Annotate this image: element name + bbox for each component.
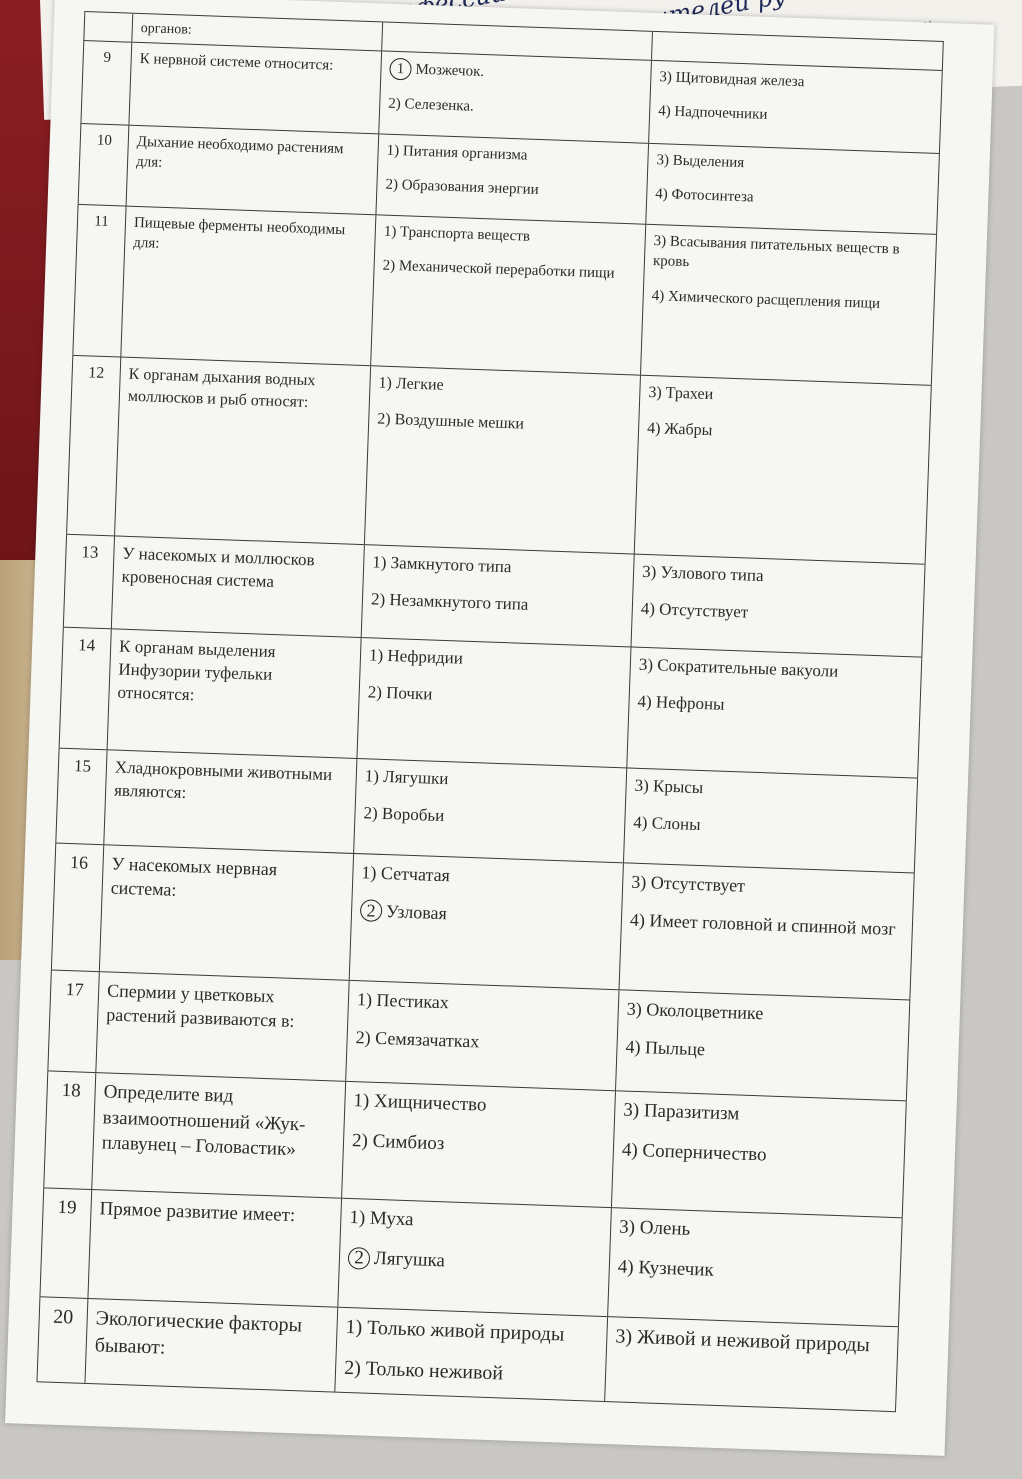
question-text: К органам дыхания водных моллюсков и рыб относят: [114, 358, 370, 545]
question-text: Дыхание необходимо растениям для: [126, 126, 379, 215]
question-text: У насекомых нервная система: [99, 845, 353, 980]
answer-option [364, 765, 618, 797]
answer-options-3-4 [615, 990, 910, 1100]
answer-option-text: 1) Транспорта веществ [383, 223, 531, 245]
question-number: 10 [78, 124, 129, 206]
answer-option [344, 1355, 598, 1391]
answer-option [631, 870, 906, 904]
answer-option-text: 1) Хищничество [353, 1090, 487, 1116]
answer-option-text: 1) Питания организма [386, 142, 528, 164]
question-text: Пищевые ферменты необходимы для: [120, 207, 375, 366]
answer-option-text: 1) Пестиках [356, 989, 450, 1013]
answer-option-text: 4) Пыльце [625, 1036, 706, 1060]
answer-option [353, 1088, 607, 1122]
answer-option-text: 1) Только живой природы [345, 1315, 565, 1346]
answer-option-text: 3) Околоцветнике [626, 998, 764, 1024]
answer-option [660, 52, 934, 62]
circled-answer-mark: 1 [389, 58, 412, 81]
answer-options-1-2 [361, 545, 634, 646]
answer-option [648, 382, 923, 413]
answer-options-1-2 [341, 1082, 615, 1207]
answer-option-text: Узловая [385, 901, 448, 924]
answer-options-3-4 [648, 61, 943, 153]
answer-option-text: Мозжечок. [415, 61, 485, 81]
answer-option [630, 908, 905, 942]
answer-option-text: 4) Нефроны [637, 691, 725, 714]
answer-option-text: 4) Фотосинтеза [655, 186, 754, 206]
answer-option [389, 58, 643, 89]
answer-option [658, 101, 933, 131]
question-text: Хладнокровными животными являются: [103, 750, 356, 853]
answer-option [640, 598, 915, 630]
answer-option-text: 1) Муха [349, 1207, 414, 1231]
answer-options-3-4 [619, 863, 915, 999]
answer-option [655, 184, 930, 214]
answer-option [647, 418, 922, 449]
answer-option [391, 29, 644, 38]
answer-option [369, 644, 623, 676]
answer-option-text: 4) Кузнечик [617, 1256, 715, 1281]
answer-option [626, 997, 901, 1031]
answer-option-text: 1) Легкие [378, 374, 444, 394]
answer-option [659, 67, 934, 97]
answer-option [617, 1254, 892, 1289]
answer-options-3-4 [634, 376, 932, 564]
question-number [83, 12, 132, 42]
answer-options-3-4 [611, 1091, 907, 1217]
answer-options-3-4 [623, 768, 918, 872]
answer-option-text: 2) Семязачатках [355, 1027, 480, 1052]
answer-option [633, 812, 908, 844]
question-text: К органам выделения Инфузории туфельки относятся: [107, 629, 361, 758]
answer-options-1-2 [356, 638, 630, 767]
table-row [72, 204, 937, 385]
answer-option [363, 802, 617, 834]
question-number: 16 [51, 844, 103, 972]
answer-option [625, 1035, 900, 1069]
answer-option [360, 899, 614, 932]
answer-option [371, 588, 625, 620]
answer-option [653, 231, 928, 281]
test-sheet [5, 0, 994, 1456]
answer-options-3-4 [631, 555, 926, 657]
answer-option-text: 4) Слоны [633, 812, 701, 834]
answer-option [385, 175, 639, 204]
question-text: У насекомых и моллюсков кровеносная система [111, 536, 364, 637]
answer-option-text: 3) Всасывания питательных веществ в кровь [652, 233, 904, 271]
answer-options-1-2 [378, 51, 651, 142]
question-number: 9 [80, 41, 131, 125]
answer-option-text: 4) Соперничество [621, 1139, 767, 1166]
answer-option [642, 561, 917, 593]
answer-option [378, 373, 632, 403]
answer-option-text: 3) Щитовидная железа [659, 69, 805, 91]
answer-options-3-4 [626, 647, 922, 777]
answer-option-text: 2) Воробьи [363, 803, 445, 826]
answer-option [634, 775, 909, 807]
circled-answer-mark: 2 [348, 1247, 371, 1270]
question-number: 18 [43, 1071, 95, 1189]
answer-option-text: 2) Воздушные мешки [377, 410, 525, 433]
answer-option [615, 1323, 890, 1360]
table-row [66, 355, 932, 564]
answer-option-text: 1) Нефридии [368, 645, 464, 668]
answer-option-text: 4) Отсутствует [640, 598, 749, 622]
answer-option [382, 256, 636, 285]
answer-option-text: 1) Лягушки [364, 766, 449, 789]
answer-option [349, 1205, 603, 1239]
answer-option [348, 1245, 602, 1279]
answer-option-text: 1) Замкнутого типа [371, 552, 512, 577]
question-text: органов: [131, 14, 382, 51]
answer-option-text: 1) Сетчатая [361, 862, 451, 886]
answer-option-text: 2) Только неживой [343, 1356, 504, 1385]
answer-option-text: 2) Почки [367, 682, 433, 704]
answer-option [355, 1025, 609, 1058]
answer-option [651, 286, 926, 316]
answer-option [377, 408, 631, 438]
question-number: 12 [66, 356, 120, 536]
question-number: 13 [63, 535, 114, 629]
answer-options-1-2 [370, 215, 645, 374]
answer-option-text: 4) Надпочечники [657, 103, 768, 124]
answer-option [619, 1214, 894, 1249]
answer-option [390, 43, 643, 52]
answer-option-text: 3) Олень [618, 1216, 691, 1240]
answer-option [661, 38, 935, 48]
answer-option-text: 4) Химического расщепления пищи [651, 287, 881, 312]
answer-option-text: 2) Симбиоз [351, 1129, 445, 1154]
answer-option-text: 3) Отсутствует [630, 871, 746, 896]
answer-option [345, 1314, 599, 1350]
answer-option [623, 1098, 898, 1133]
answer-option-text: 2) Незамкнутого типа [370, 589, 529, 614]
question-number: 14 [59, 628, 111, 750]
answer-options-3-4 [640, 225, 937, 385]
circled-answer-mark: 2 [360, 900, 383, 923]
answer-option-text: 2) Образования энергии [385, 176, 539, 199]
answer-option [388, 94, 642, 123]
answer-option [386, 141, 640, 170]
question-text: Спермии у цветковых растений развиваются в: [95, 972, 348, 1081]
answer-options-1-2 [337, 1199, 611, 1316]
question-text: Определите вид взаимоотношений «Жук-плавунец – Головастик» [91, 1073, 345, 1198]
answer-option [637, 691, 912, 723]
questions-table [36, 11, 943, 1412]
answer-options-1-2 [364, 366, 640, 553]
answer-option [372, 551, 626, 583]
answer-option [361, 860, 615, 893]
answer-option-text: 3) Трахеи [648, 383, 714, 404]
answer-option [367, 681, 621, 713]
answer-option-text: 2) Селезенка. [388, 95, 475, 115]
answer-options-3-4 [607, 1208, 903, 1326]
answer-option-text: 3) Узлового типа [641, 561, 764, 586]
answer-option [638, 654, 913, 686]
answer-option [656, 150, 931, 180]
answer-option-text: 4) Имеет головной и спинной мозг [629, 909, 896, 940]
answer-options-1-2 [345, 981, 618, 1090]
answer-option [352, 1128, 606, 1162]
question-text: Экологические факторы бывают: [84, 1299, 337, 1392]
question-number: 20 [37, 1297, 88, 1383]
answer-options-1-2 [353, 759, 626, 862]
answer-options-3-4 [604, 1317, 899, 1411]
answer-option-text: Лягушка [373, 1247, 446, 1272]
question-text: Прямое развитие имеет: [87, 1190, 341, 1307]
answer-options-1-2 [349, 854, 623, 989]
answer-option-text: 4) Жабры [646, 419, 713, 439]
answer-option [357, 987, 611, 1020]
answer-options-1-2 [375, 134, 648, 223]
answer-option-text: 3) Живой и неживой природы [615, 1325, 871, 1357]
answer-options-3-4 [645, 144, 940, 234]
question-number: 17 [47, 970, 98, 1072]
question-number: 11 [72, 205, 125, 357]
answer-option-text: 3) Крысы [634, 775, 704, 798]
question-number: 15 [55, 749, 106, 845]
answer-option-text: 3) Паразитизм [622, 1099, 740, 1125]
answer-option [383, 222, 637, 251]
question-text: К нервной системе относится: [128, 43, 381, 134]
answer-option-text: 2) Механической переработки пищи [382, 257, 615, 282]
answer-option [621, 1137, 896, 1172]
answer-option [614, 1364, 888, 1374]
answer-options-1-2 [334, 1308, 607, 1401]
answer-option-text: 3) Выделения [656, 152, 745, 172]
answer-option-text: 3) Сократительные вакуоли [638, 654, 839, 681]
question-number: 19 [39, 1188, 91, 1298]
